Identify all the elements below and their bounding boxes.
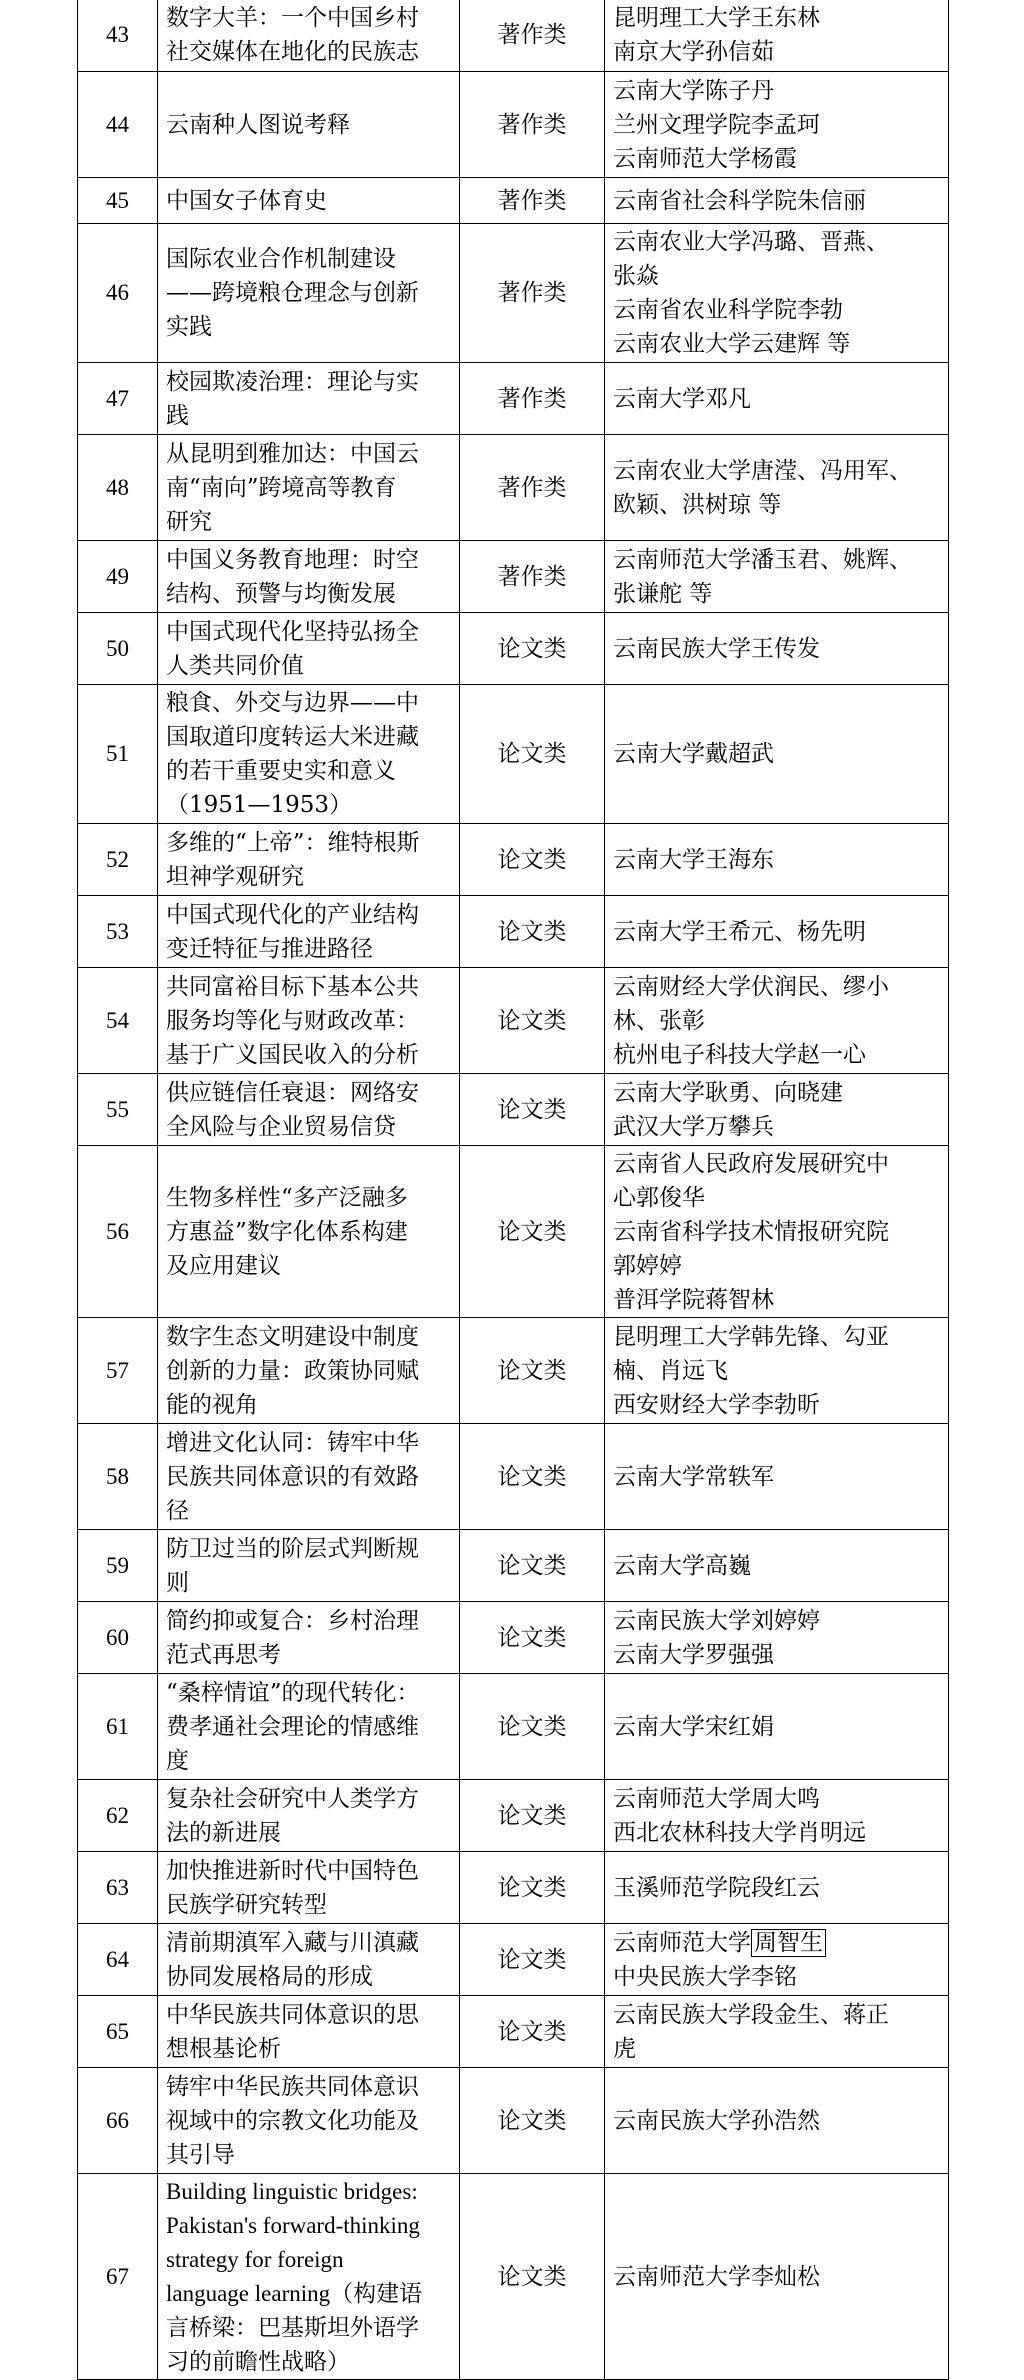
work-title-line: 数字大羊：一个中国乡村 [166,5,419,31]
work-title-line: 清前期滇军入藏与川滇藏 [166,1929,419,1956]
author-line [613,1320,940,1354]
work-title-line: 坦神学观研究 [166,863,304,890]
author-line [613,1004,940,1038]
author-line [613,915,940,949]
work-title-line: 协同发展格局的形成 [166,1963,373,1990]
authors-cell [605,1674,949,1780]
work-title-line: 及应用建议 [166,1252,281,1279]
work-title-line: 增进文化认同：铸牢中华 [166,1429,419,1456]
author-text: 昆明理工大学王东林 [613,5,820,31]
work-title-line: 民族共同体意识的有效路 [166,1463,419,1490]
row-number: 62 [78,1780,158,1852]
work-title-line: 结构、预警与均衡发展 [166,580,396,607]
table-row [78,2174,949,2380]
author-text: 中央民族大学李铭 [613,1963,797,1990]
authors-cell [605,1424,949,1530]
work-type: 论文类 [460,613,605,685]
work-title-line: ——跨境粮仓理念与创新 [166,280,419,306]
work-type: 论文类 [460,2068,605,2174]
work-type: 论文类 [460,2174,605,2380]
table-body [78,0,949,2380]
author-text: 云南民族大学孙浩然 [613,2107,820,2134]
work-title-line: 国取道印度转运大米进藏 [166,724,419,750]
table-row [78,1602,949,1674]
authors-cell [605,824,949,896]
work-title-cell [158,72,460,178]
author-line [613,142,940,176]
author-line [613,1926,940,1960]
work-type: 论文类 [460,1074,605,1146]
author-text: 西安财经大学李勃昕 [613,1391,820,1418]
work-title-line: 国际农业合作机制建设 [166,246,396,272]
author-text: 欧颖、洪树琼 等 [613,491,782,518]
row-number: 61 [78,1674,158,1780]
author-line [613,225,940,259]
work-type: 著作类 [460,178,605,224]
table-row [78,1924,949,1996]
author-line [613,1998,940,2032]
row-number: 49 [78,541,158,613]
work-title-cell [158,2174,460,2380]
authors-cell [605,1146,949,1318]
author-text: 云南省社会科学院朱信丽 [613,187,866,214]
work-title-cell [158,1146,460,1318]
authors-cell [605,541,949,613]
authors-cell [605,224,949,363]
work-title-line: 范式再思考 [166,1641,281,1668]
author-line [613,74,940,108]
author-line [613,454,940,488]
work-title-line: 习的前瞻性战略） [166,2348,350,2374]
work-title-line: 想根基论析 [166,2035,281,2062]
author-text: 云南大学常轶军 [613,1463,774,1490]
boxed-author-name: 周智生 [751,1929,826,1957]
work-title-cell [158,1674,460,1780]
work-title-cell [158,685,460,824]
work-title-cell [158,2068,460,2174]
work-title-line: 云南种人图说考释 [166,111,350,138]
author-text: 南京大学孙信茹 [613,39,774,65]
author-text: 云南农业大学云建辉 等 [613,331,851,357]
author-text: 云南大学宋红娟 [613,1713,774,1740]
work-title-line: 防卫过当的阶层式判断规 [166,1535,419,1562]
work-title-cell [158,363,460,435]
work-type: 论文类 [460,968,605,1074]
row-number: 57 [78,1318,158,1424]
work-title-line: 能的视角 [166,1391,258,1418]
work-title-line: 人类共同价值 [166,652,304,679]
row-number: 52 [78,824,158,896]
work-type: 著作类 [460,224,605,363]
table-row [78,1996,949,2068]
work-title-line: 践 [166,402,189,429]
author-line [613,970,940,1004]
table-row [78,613,949,685]
work-title-cell [158,224,460,363]
work-type: 论文类 [460,1602,605,1674]
author-line [613,1110,940,1144]
authors-cell [605,1996,949,2068]
work-title-line: 多维的“上帝”：维特根斯 [166,829,420,856]
author-line [613,1215,940,1249]
author-line [613,184,940,218]
author-text: 心郭俊华 [613,1184,705,1211]
author-text: 云南财经大学伏润民、缪小 [613,973,889,1000]
row-number: 60 [78,1602,158,1674]
author-text: 玉溪师范学院段红云 [613,1874,820,1901]
row-number: 47 [78,363,158,435]
author-line [613,2032,940,2066]
work-title-line: 民族学研究转型 [166,1891,327,1918]
work-title-line: 加快推进新时代中国特色 [166,1857,419,1884]
work-title-line: 研究 [166,508,212,535]
author-text: 云南大学邓凡 [613,385,751,412]
author-line [613,2260,940,2294]
author-text: 云南民族大学段金生、蒋正 [613,2001,889,2028]
work-title-line: language learning（构建语 [166,2280,423,2306]
work-title-line: 粮食、外交与边界——中 [166,690,419,716]
author-text: 云南大学罗强强 [613,1641,774,1668]
work-title-line: 校园欺凌治理：理论与实 [166,368,419,395]
author-line [613,843,940,877]
table-row [78,435,949,541]
author-line [613,543,940,577]
row-number: 65 [78,1996,158,2068]
work-title-cell [158,1780,460,1852]
work-title-line: 复杂社会研究中人类学方 [166,1785,419,1812]
work-title-line: 则 [166,1569,189,1596]
row-number: 59 [78,1530,158,1602]
author-line [613,1782,940,1816]
work-type: 论文类 [460,1924,605,1996]
author-line [613,1604,940,1638]
work-title-line: 数字生态文明建设中制度 [166,1323,419,1350]
table-row [78,896,949,968]
work-type: 论文类 [460,1996,605,2068]
work-title-line: 方惠益”数字化体系构建 [166,1218,408,1245]
author-text: 云南省农业科学院李勃 [613,297,843,323]
work-type: 论文类 [460,896,605,968]
author-text: 云南大学王希元、杨先明 [613,918,866,945]
work-title-line: 实践 [166,314,212,340]
author-text: 云南民族大学刘婷婷 [613,1607,820,1634]
table-row [78,178,949,224]
authors-cell [605,1530,949,1602]
table-row [78,1318,949,1424]
author-line [613,1283,940,1317]
work-title-line: 供应链信任衰退：网络安 [166,1079,419,1106]
row-number: 64 [78,1924,158,1996]
work-title-line: Pakistan's forward-thinking [166,2212,420,2238]
work-title-cell [158,1924,460,1996]
author-line [613,577,940,611]
row-number: 63 [78,1852,158,1924]
authors-cell [605,1924,949,1996]
work-type: 论文类 [460,1146,605,1318]
work-title-line: 费孝通社会理论的情感维 [166,1713,419,1740]
table-row [78,224,949,363]
work-title-line: 全风险与企业贸易信贷 [166,1113,396,1140]
work-title-cell [158,0,460,72]
author-text: 云南师范大学杨霞 [613,145,797,172]
author-line [613,1460,940,1494]
work-type: 著作类 [460,541,605,613]
work-title-line: （1951—1953） [166,792,353,818]
author-line [613,1038,940,1072]
work-title-line: 度 [166,1747,189,1774]
work-title-line: strategy for foreign [166,2246,344,2272]
work-type: 著作类 [460,363,605,435]
author-line [613,293,940,327]
row-number: 44 [78,72,158,178]
work-title-line: 中国女子体育史 [166,187,327,214]
author-text: 普洱学院蒋智林 [613,1286,774,1313]
work-title-line: 社交媒体在地化的民族志 [166,39,419,65]
work-title-cell [158,1074,460,1146]
work-type: 论文类 [460,1674,605,1780]
table-row [78,824,949,896]
work-title-line: 法的新进展 [166,1819,281,1846]
authors-cell [605,1602,949,1674]
work-type: 著作类 [460,72,605,178]
work-title-line: 从昆明到雅加达：中国云 [166,440,419,467]
work-type: 论文类 [460,1780,605,1852]
author-text: 云南师范大学李灿松 [613,2263,820,2290]
author-text: 昆明理工大学韩先锋、勾亚 [613,1323,889,1350]
work-title-cell [158,1424,460,1530]
author-text: 林、张彰 [613,1007,705,1034]
author-line [613,1960,940,1994]
work-title-line: 视域中的宗教文化功能及 [166,2107,419,2134]
row-number: 43 [78,0,158,72]
author-text: 云南大学王海东 [613,846,774,873]
author-line [613,488,940,522]
author-text: 云南民族大学王传发 [613,635,820,662]
author-text: 云南省科学技术情报研究院 [613,1218,889,1245]
table-row [78,1146,949,1318]
table-row [78,1674,949,1780]
author-text: 云南大学陈子丹 [613,77,774,104]
row-number: 56 [78,1146,158,1318]
work-title-line: 中华民族共同体意识的思 [166,2001,419,2028]
author-text: 云南大学高巍 [613,1552,751,1579]
author-text: 张焱 [613,263,659,289]
row-number: 46 [78,224,158,363]
author-line [613,1181,940,1215]
row-number: 58 [78,1424,158,1530]
work-title-cell [158,435,460,541]
authors-cell [605,363,949,435]
row-number: 51 [78,685,158,824]
work-title-line: 生物多样性“多产泛融多 [166,1184,408,1211]
work-title-line: 言桥梁：巴基斯坦外语学 [166,2314,419,2340]
work-type: 论文类 [460,1852,605,1924]
author-text: 云南师范大学 [613,1929,751,1956]
work-title-line: 其引导 [166,2141,235,2168]
authors-cell [605,685,949,824]
authors-cell [605,0,949,72]
authors-cell [605,1074,949,1146]
author-text: 杭州电子科技大学赵一心 [613,1041,866,1068]
author-line [613,737,940,771]
table-row [78,0,949,72]
work-title-line: 服务均等化与财政改革： [166,1007,419,1034]
author-line [613,35,940,69]
author-text: 楠、肖远飞 [613,1357,728,1384]
work-title-cell [158,824,460,896]
work-type: 著作类 [460,0,605,72]
authors-cell [605,2068,949,2174]
row-number: 45 [78,178,158,224]
table-row [78,2068,949,2174]
work-type: 论文类 [460,1318,605,1424]
row-number: 66 [78,2068,158,2174]
row-number: 67 [78,2174,158,2380]
row-number: 54 [78,968,158,1074]
author-text: 虎 [613,2035,636,2062]
work-title-line: 共同富裕目标下基本公共 [166,973,419,1000]
work-title-line: 中国式现代化坚持弘扬全 [166,618,419,645]
work-title-line: 中国义务教育地理：时空 [166,546,419,573]
work-title-line: 变迁特征与推进路径 [166,935,373,962]
author-text: 云南大学戴超武 [613,741,774,767]
authors-cell [605,72,949,178]
authors-cell [605,435,949,541]
author-text: 云南农业大学冯璐、晋燕、 [613,229,889,255]
work-title-cell [158,541,460,613]
row-number: 55 [78,1074,158,1146]
author-text: 云南师范大学潘玉君、姚辉、 [613,546,912,573]
work-title-line: 中国式现代化的产业结构 [166,901,419,928]
author-line [613,1549,940,1583]
work-title-line: “桑梓情谊”的现代转化： [166,1679,420,1706]
table-row [78,1530,949,1602]
work-title-cell [158,1602,460,1674]
author-line [613,1638,940,1672]
author-line [613,1710,940,1744]
award-list-table [77,0,949,2380]
work-title-cell [158,1996,460,2068]
table-row [78,1424,949,1530]
work-type: 论文类 [460,824,605,896]
author-line [613,2104,940,2138]
authors-cell [605,2174,949,2380]
author-line [613,108,940,142]
authors-cell [605,1852,949,1924]
work-type: 论文类 [460,1424,605,1530]
work-title-line: 径 [166,1497,189,1524]
work-title-line: 简约抑或复合：乡村治理 [166,1607,419,1634]
authors-cell [605,1780,949,1852]
author-text: 云南大学耿勇、向晓建 [613,1079,843,1106]
authors-cell [605,896,949,968]
work-title-cell [158,1852,460,1924]
authors-cell [605,178,949,224]
work-title-line: 创新的力量：政策协同赋 [166,1357,419,1384]
work-title-line: 南“南向”跨境高等教育 [166,474,397,501]
work-title-cell [158,613,460,685]
table-row [78,72,949,178]
author-line [613,1871,940,1905]
author-line [613,327,940,361]
author-line [613,259,940,293]
work-title-cell [158,1530,460,1602]
work-title-line: 的若干重要史实和意义 [166,758,396,784]
table-row [78,685,949,824]
row-number: 50 [78,613,158,685]
row-number: 48 [78,435,158,541]
table-row [78,541,949,613]
work-title-line: Building linguistic bridges: [166,2178,418,2204]
authors-cell [605,968,949,1074]
work-title-cell [158,178,460,224]
author-text: 兰州文理学院李孟珂 [613,111,820,138]
author-text: 郭婷婷 [613,1252,682,1279]
work-title-cell [158,968,460,1074]
author-line [613,1076,940,1110]
author-line [613,1354,940,1388]
author-line [613,632,940,666]
author-line [613,1,940,35]
author-text: 张谦舵 等 [613,580,713,607]
table-row [78,363,949,435]
author-text: 云南省人民政府发展研究中 [613,1150,889,1177]
authors-cell [605,613,949,685]
author-line [613,1249,940,1283]
row-number: 53 [78,896,158,968]
table-row [78,1852,949,1924]
author-line [613,1816,940,1850]
work-title-cell [158,896,460,968]
work-title-cell [158,1318,460,1424]
table-row [78,1780,949,1852]
author-text: 武汉大学万攀兵 [613,1113,774,1140]
work-title-line: 基于广义国民收入的分析 [166,1041,419,1068]
work-type: 著作类 [460,435,605,541]
author-text: 云南农业大学唐滢、冯用军、 [613,457,912,484]
table-row [78,1074,949,1146]
table-row [78,968,949,1074]
authors-cell [605,1318,949,1424]
work-title-line: 铸牢中华民族共同体意识 [166,2073,419,2100]
author-line [613,382,940,416]
author-text: 云南师范大学周大鸣 [613,1785,820,1812]
author-text: 西北农林科技大学肖明远 [613,1819,866,1846]
work-type: 论文类 [460,685,605,824]
work-type: 论文类 [460,1530,605,1602]
author-line [613,1388,940,1422]
author-line [613,1147,940,1181]
